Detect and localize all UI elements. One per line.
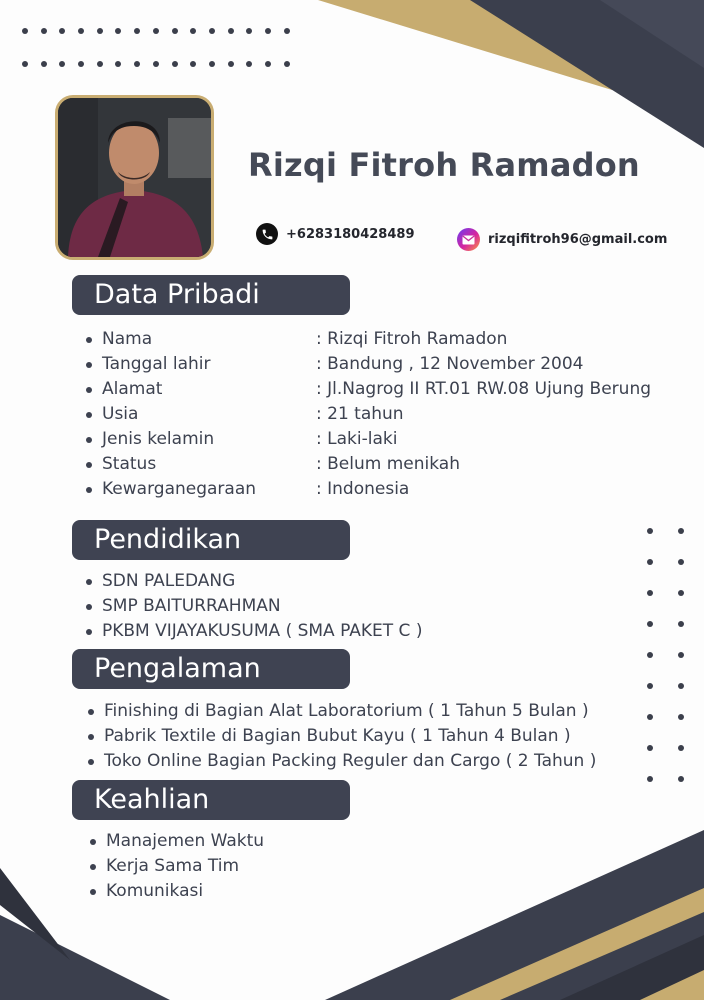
list-item: SMP BAITURRAHMAN: [80, 594, 422, 619]
list-item: Finishing di Bagian Alat Laboratorium ( 1 Tahun 5 Bulan ): [82, 699, 596, 724]
section-header-data-pribadi: Data Pribadi: [72, 275, 350, 315]
dot-pattern-right: [647, 515, 704, 794]
profile-name: Rizqi Fitroh Ramadon: [248, 146, 640, 184]
section-header-pengalaman: Pengalaman: [72, 649, 350, 689]
list-item: Jenis kelamin : Laki-laki: [80, 427, 651, 452]
phone-contact[interactable]: [256, 223, 414, 245]
list-item: Toko Online Bagian Packing Reguler dan Cargo ( 2 Tahun ): [82, 749, 596, 774]
experience-list: [82, 699, 596, 774]
email-text: rizqifitroh96@gmail.com: [488, 232, 668, 247]
list-item: PKBM VIJAYAKUSUMA ( SMA PAKET C ): [80, 619, 422, 644]
section-header-keahlian: Keahlian: [72, 780, 350, 820]
list-item: Tanggal lahir : Bandung , 12 November 2004: [80, 352, 651, 377]
section-header-pendidikan: Pendidikan: [72, 520, 350, 560]
phone-icon: [256, 223, 278, 245]
education-list: [80, 569, 422, 644]
email-contact[interactable]: [457, 228, 667, 251]
list-item: Usia : 21 tahun: [80, 402, 651, 427]
list-item: Pabrik Textile di Bagian Bubut Kayu ( 1 Tahun 4 Bulan ): [82, 724, 596, 749]
list-item: SDN PALEDANG: [80, 569, 422, 594]
dot-pattern-top: [22, 14, 322, 80]
list-item: Kerja Sama Tim: [84, 854, 264, 879]
phone-text: +6283180428489: [286, 226, 415, 242]
list-item: Nama : Rizqi Fitroh Ramadon: [80, 327, 651, 352]
list-item: Alamat : Jl.Nagrog II RT.01 RW.08 Ujung Berung: [80, 377, 651, 402]
list-item: Manajemen Waktu: [84, 829, 264, 854]
profile-photo: [55, 95, 214, 260]
list-item: Kewarganegaraan : Indonesia: [80, 477, 651, 502]
list-item: Status : Belum menikah: [80, 452, 651, 477]
skills-list: [84, 829, 264, 904]
list-item: Komunikasi: [84, 879, 264, 904]
personal-data-list: [80, 327, 651, 502]
email-icon: [457, 228, 480, 251]
